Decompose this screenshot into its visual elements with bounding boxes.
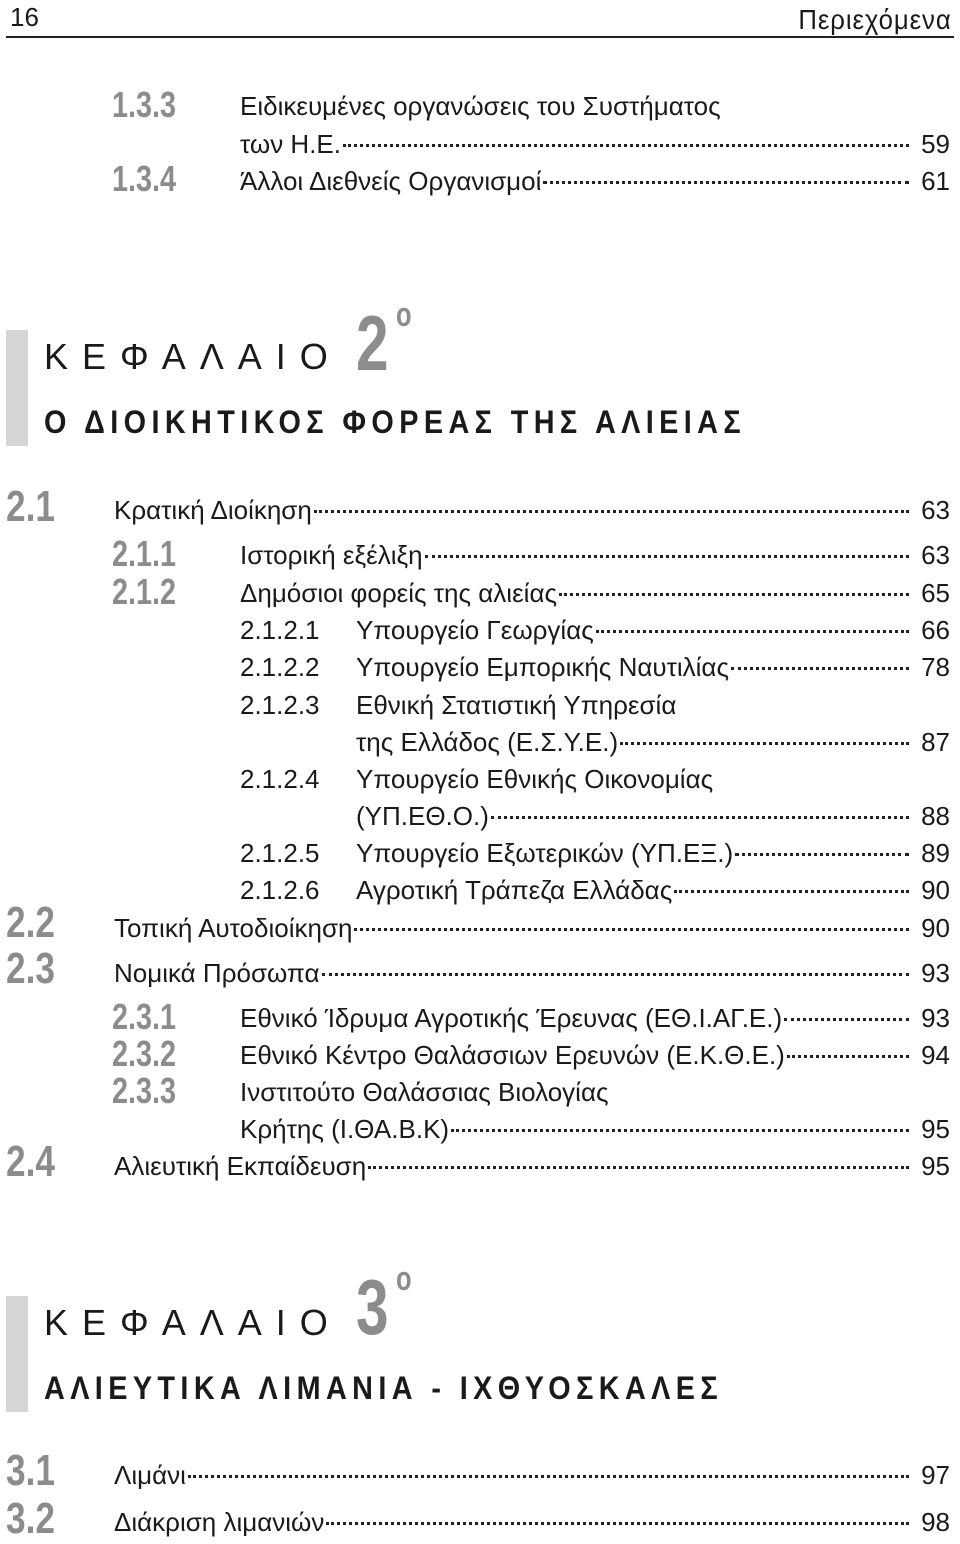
toc-number: 2.1.2.6 [240,875,320,905]
dot-leader [451,1129,909,1132]
toc-number: 2.1.2.5 [240,838,320,868]
toc-number-2-3: 2.3 [6,944,55,993]
toc-page: 63 [921,495,950,525]
chapter-number-superscript: ο [396,296,412,334]
toc-entry-2-1-2-4[interactable] [356,798,950,834]
toc-page: 90 [921,875,950,905]
chapter-bar [6,1296,28,1412]
toc-label: Υπουργείο Εμπορικής Ναυτιλίας [356,652,729,682]
toc-page: 59 [921,129,950,159]
toc-label: Υπουργείο Εξωτερικών (ΥΠ.ΕΞ.) [356,838,734,868]
dot-leader [543,181,909,184]
toc-label: Άλλοι Διεθνείς Οργανισμοί [240,166,542,196]
dot-leader [326,1522,909,1525]
chapter-word: ΚΕΦΑΛΑΙΟ [44,336,342,377]
toc-entry-2-1-2-5[interactable] [240,835,950,871]
toc-label: Λιμάνι [114,1460,186,1490]
toc-entry-2-1-2-4-line1 [240,761,713,797]
toc-number-2-2: 2.2 [6,898,55,947]
toc-entry-2-4[interactable] [114,1148,950,1184]
toc-page: 94 [921,1040,950,1070]
toc-number-2-4: 2.4 [6,1137,55,1186]
toc-label-1-3-3: Ειδικευμένες οργανώσεις του Συστήματος [240,91,721,121]
dot-leader [188,1475,909,1478]
dot-leader [559,593,909,596]
chapter-number: 2 [356,299,389,387]
toc-label-2-3-3: Ινστιτούτο Θαλάσσιας Βιολογίας [240,1077,609,1107]
toc-label: Εθνική Στατιστική Υπηρεσία [356,690,677,720]
toc-page: 65 [921,578,950,608]
chapter-title: Ο ΔΙΟΙΚΗΤΙΚΟΣ ΦΟΡΕΑΣ ΤΗΣ ΑΛΙΕΙΑΣ [44,404,747,440]
toc-label: Τοπική Αυτοδιοίκηση [114,913,353,943]
toc-number-2-3-2: 2.3.2 [112,1033,177,1074]
toc-entry-2-3-1[interactable] [240,1000,950,1036]
toc-page: 93 [921,1003,950,1033]
running-title: Περιεχόμενα [798,4,952,35]
toc-label: Κρατική Διοίκηση [114,495,312,525]
toc-page: 66 [921,615,950,645]
toc-number-3-2: 3.2 [6,1494,55,1543]
dot-leader [368,1166,909,1169]
dot-leader [322,973,909,976]
toc-page: 61 [921,166,950,196]
toc-label: Δημόσιοι φορείς της αλιείας [240,578,558,608]
toc-entry-1-3-3[interactable] [240,126,950,162]
chapter-title: ΑΛΙΕΥΤΙΚΑ ΛΙΜΑΝΙΑ - ΙΧΘΥΟΣΚΑΛΕΣ [44,1370,724,1406]
toc-number: 2.1.2.3 [240,690,320,720]
toc-label: Νομικά Πρόσωπα [114,958,320,988]
toc-page: 87 [921,727,950,757]
toc-label: Υπουργείο Εθνικής Οικονομίας [356,764,714,794]
toc-label: Ιστορική εξέλιξη [240,540,423,570]
chapter-number: 3 [356,1263,389,1351]
chapter-number-superscript: ο [396,1260,412,1298]
toc-entry-2-1-2-6[interactable] [240,872,950,908]
toc-entry-2-1-2-3-line1 [240,687,676,723]
toc-page: 78 [921,652,950,682]
toc-entry-2-3[interactable] [114,955,950,991]
toc-entry-2-1-2[interactable] [240,575,950,611]
header-rule [6,36,954,38]
toc-number-2-1: 2.1 [6,482,55,531]
toc-number: 2.1.2.4 [240,764,320,794]
toc-page: 97 [921,1460,950,1490]
toc-number: 2.1.2.1 [240,615,320,645]
toc-label: Αλιευτική Εκπαίδευση [114,1151,367,1181]
toc-label: (ΥΠ.ΕΘ.Ο.) [356,801,489,831]
toc-entry-1-3-4[interactable] [240,163,950,199]
toc-label: Εθνικό Ίδρυμα Αγροτικής Έρευνας (ΕΘ.Ι.ΑΓ.Ε.) [240,1003,783,1033]
dot-leader [314,510,909,513]
toc-label: Υπουργείο Γεωργίας [356,615,594,645]
toc-page: 95 [921,1114,950,1144]
dot-leader [354,928,909,931]
toc-number-1-3-3: 1.3.3 [112,84,177,125]
toc-entry-2-1[interactable] [114,492,950,528]
dot-leader [731,667,909,670]
toc-label: των Η.Ε. [240,129,341,159]
toc-entry-2-1-2-3[interactable] [356,724,950,760]
toc-entry-2-3-2[interactable] [240,1037,950,1073]
toc-number-3-1: 3.1 [6,1446,55,1495]
toc-number-2-1-2: 2.1.2 [112,571,177,612]
page-number: 16 [10,2,39,32]
toc-page: 95 [921,1151,950,1181]
toc-number-2-3-3: 2.3.3 [112,1070,177,1111]
toc-entry-2-1-1[interactable] [240,537,950,573]
dot-leader [425,555,909,558]
toc-page: 63 [921,540,950,570]
toc-entry-3-2[interactable] [114,1504,950,1540]
toc-entry-2-1-2-1[interactable] [240,612,950,648]
toc-number: 2.1.2.2 [240,652,320,682]
dot-leader [343,144,909,147]
toc-label: Διάκριση λιμανιών [114,1507,325,1537]
toc-label: της Ελλάδος (Ε.Σ.Υ.Ε.) [356,727,619,757]
dot-leader [620,742,909,745]
toc-page: 93 [921,958,950,988]
toc-page: 90 [921,913,950,943]
toc-page: 98 [921,1507,950,1537]
toc-label: Εθνικό Κέντρο Θαλάσσιων Ερευνών (Ε.Κ.Θ.Ε.) [240,1040,785,1070]
toc-number-1-3-4: 1.3.4 [112,158,177,199]
dot-leader [784,1018,909,1021]
dot-leader [735,853,909,856]
toc-entry-2-3-3[interactable] [240,1111,950,1147]
toc-page: 89 [921,838,950,868]
toc-label: Αγροτική Τράπεζα Ελλάδας [356,875,673,905]
dot-leader [596,630,909,633]
chapter-word: ΚΕΦΑΛΑΙΟ [44,1302,342,1343]
dot-leader [787,1055,909,1058]
toc-page: 88 [921,801,950,831]
toc-entry-2-2[interactable] [114,910,950,946]
toc-entry-3-1[interactable] [114,1457,950,1493]
toc-number-2-3-1: 2.3.1 [112,996,177,1037]
toc-label: Κρήτης (Ι.ΘΑ.Β.Κ) [240,1114,450,1144]
dot-leader [491,816,909,819]
dot-leader [674,890,909,893]
toc-number-2-1-1: 2.1.1 [112,533,177,574]
toc-entry-2-1-2-2[interactable] [240,649,950,685]
chapter-bar [6,330,28,446]
